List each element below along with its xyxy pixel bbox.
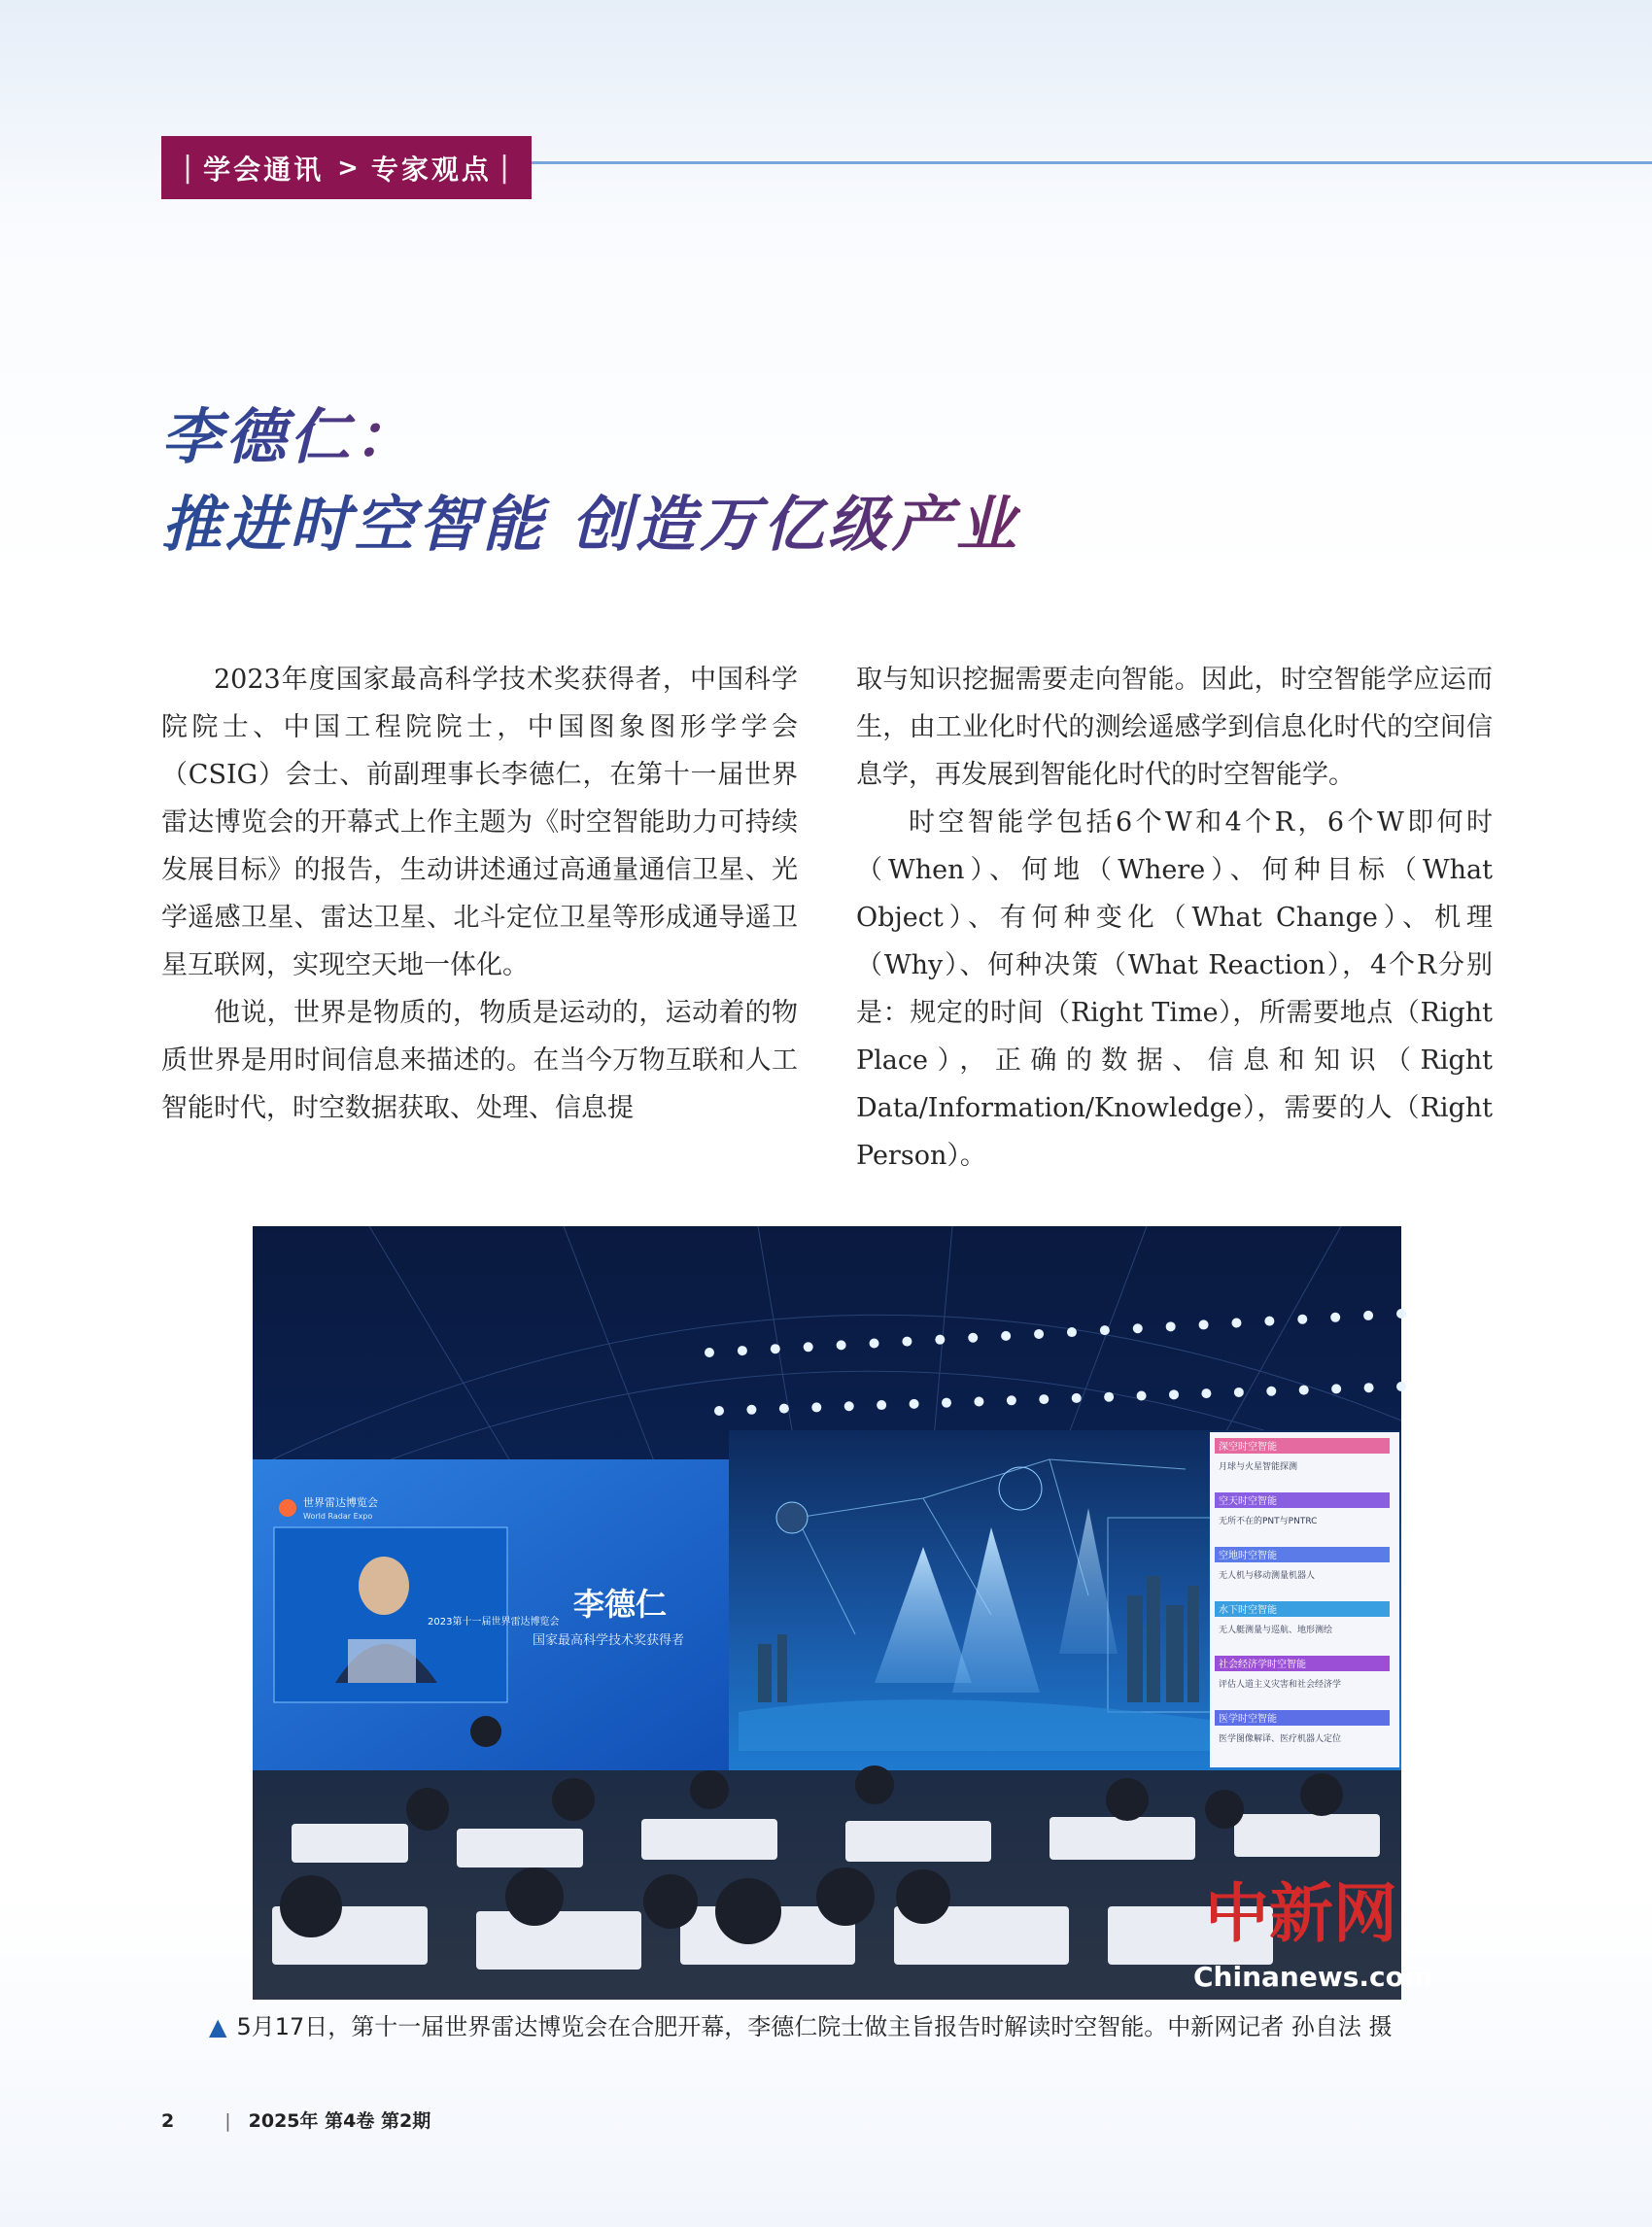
stage-light (1231, 1319, 1241, 1328)
watermark-text: Chinanews.com (1193, 1961, 1433, 1993)
screen-subtitle: 国家最高科学技术奖获得者 (533, 1633, 685, 1648)
stage-light (1297, 1315, 1307, 1324)
stage-light (1133, 1323, 1143, 1333)
stage-light (714, 1406, 724, 1416)
stage-light (1201, 1388, 1211, 1398)
stage-light (1199, 1319, 1209, 1329)
page-number: 2 (161, 2110, 175, 2132)
panel-item-title: 社会经济学时空智能 (1219, 1660, 1306, 1670)
mini-banner: 2023第十一届世界雷达博览会 (428, 1617, 560, 1627)
stage-light (804, 1342, 813, 1352)
article-title-line2: 推进时空智能 创造万亿级产业 (161, 476, 1020, 563)
stage-light (779, 1404, 789, 1414)
tag-divider-left: | (183, 151, 196, 185)
expo-logo-icon (279, 1499, 296, 1517)
stage-light (1234, 1388, 1244, 1397)
photo-illustration (253, 1226, 1433, 2000)
footer-divider: | (224, 2110, 231, 2132)
stage-light (1137, 1391, 1147, 1401)
stage-light (1034, 1329, 1044, 1339)
panel-item-title: 深空时空智能 (1219, 1442, 1277, 1453)
panel-item-subtitle: 评估人道主义灾害和社会经济学 (1219, 1680, 1342, 1690)
stage-light (870, 1338, 879, 1348)
panel-item-title: 空地时空智能 (1219, 1551, 1277, 1561)
stage-light (811, 1402, 821, 1412)
stage-light (738, 1346, 747, 1355)
subsection-label: 专家观点 (370, 153, 492, 186)
stage-light (746, 1405, 756, 1415)
stage-light (1001, 1331, 1011, 1341)
stage-light (1166, 1321, 1176, 1331)
panel-item-subtitle: 无人机与移动测量机器人 (1219, 1571, 1316, 1581)
body-column-right (856, 656, 1493, 1180)
stage-light (1396, 1382, 1406, 1391)
panel-item-subtitle: 无所不在的PNT与PNTRC (1219, 1517, 1318, 1526)
breadcrumb-separator: > (337, 153, 361, 183)
stage-light (1396, 1309, 1406, 1319)
stage-light (1104, 1392, 1114, 1402)
stage-light (877, 1400, 886, 1410)
panel-item-title: 医学时空智能 (1219, 1714, 1277, 1725)
stage-light (1067, 1327, 1077, 1337)
paragraph: 时空智能学包括6个W和4个R，6个W即何时（When）、何地（Where）、何种目标（What Object）、有何种变化（What Change）、机理（Why）、何种决策（What Reaction），4个R分别是：规定的时间（Right Time），所需要地点（Right Place），正确的数据、信息和知识（Right Data/Information/Knowledge），需要的人（Right Person）。 (856, 807, 1493, 1171)
stage-light (1007, 1395, 1016, 1405)
paragraph: 取与知识挖掘需要走向智能。因此，时空智能学应运而生，由工业化时代的测绘遥感学到信息化时代的空间信息学，再发展到智能化时代的时空智能学。 (856, 665, 1493, 790)
page-footer (161, 2107, 430, 2133)
panel-item-subtitle: 月球与火星智能探测 (1219, 1462, 1298, 1472)
screen-name: 李德仁 (573, 1586, 668, 1623)
stage-light (837, 1340, 846, 1350)
tag-divider-right: | (499, 151, 513, 185)
panel-item-title: 空天时空智能 (1219, 1496, 1277, 1507)
paragraph: 2023年度国家最高科学技术奖获得者，中国科学院院士、中国工程院院士，中国图象图形学学会（CSIG）会士、前副理事长李德仁，在第十一届世界雷达博览会的开幕式上作主题为《时空智能助力可持续发展目标》的报告，生动讲述通过高通量通信卫星、光学遥感卫星、雷达卫星、北斗定位卫星等形成通导遥卫星互联网，实现空天地一体化。 (161, 665, 798, 980)
expo-logo-text: 世界雷达博览会 (303, 1496, 378, 1509)
paragraph: 他说，世界是物质的，物质是运动的，运动着的物质世界是用时间信息来描述的。在当今万物互联和人工智能时代，时空数据获取、处理、信息提 (161, 998, 798, 1123)
stage-light (1264, 1317, 1274, 1326)
panel-item-title: 水下时空智能 (1219, 1605, 1277, 1616)
section-label: 学会通讯 (203, 153, 325, 186)
conference-photo (253, 1226, 1433, 2000)
article-title-line1: 李德仁： (161, 389, 418, 475)
photo-caption (209, 2007, 1453, 2041)
header-rule (532, 161, 1652, 164)
stage-light (1364, 1383, 1374, 1392)
stage-light (968, 1333, 978, 1343)
stage-light (910, 1399, 919, 1409)
stage-light (1299, 1386, 1309, 1395)
speaker-head (359, 1557, 409, 1615)
panel-item-subtitle: 医学图像解译、医疗机器人定位 (1219, 1734, 1342, 1744)
stage-light (935, 1335, 945, 1345)
stage-light (1100, 1325, 1110, 1335)
stage-light (942, 1398, 951, 1408)
stage-light (1266, 1387, 1276, 1396)
issue-label: 2025年 第4卷 第2期 (248, 2110, 431, 2132)
stage-light (1169, 1389, 1179, 1399)
stage-light (1331, 1384, 1341, 1393)
stage-light (1363, 1311, 1373, 1320)
section-tag (161, 136, 532, 199)
stage-light (844, 1401, 854, 1411)
stage-light (974, 1396, 983, 1406)
triangle-icon: ▲ (209, 2013, 227, 2040)
stage-light (1072, 1393, 1082, 1403)
caption-text: 5月17日，第十一届世界雷达博览会在合肥开幕，李德仁院士做主旨报告时解读时空智能。中新网记者 孙自法 摄 (236, 2013, 1393, 2040)
stage-light (705, 1348, 714, 1357)
stage-light (902, 1337, 912, 1347)
stage-light (1330, 1313, 1340, 1322)
panel-item-subtitle: 无人艇测量与巡航、地形测绘 (1219, 1626, 1333, 1635)
stage-light (1039, 1394, 1049, 1404)
watermark-logo: 中新网 (1205, 1875, 1397, 1951)
expo-logo-text-en: World Radar Expo (303, 1512, 373, 1521)
body-column-left (161, 656, 798, 1132)
stage-light (771, 1344, 780, 1353)
